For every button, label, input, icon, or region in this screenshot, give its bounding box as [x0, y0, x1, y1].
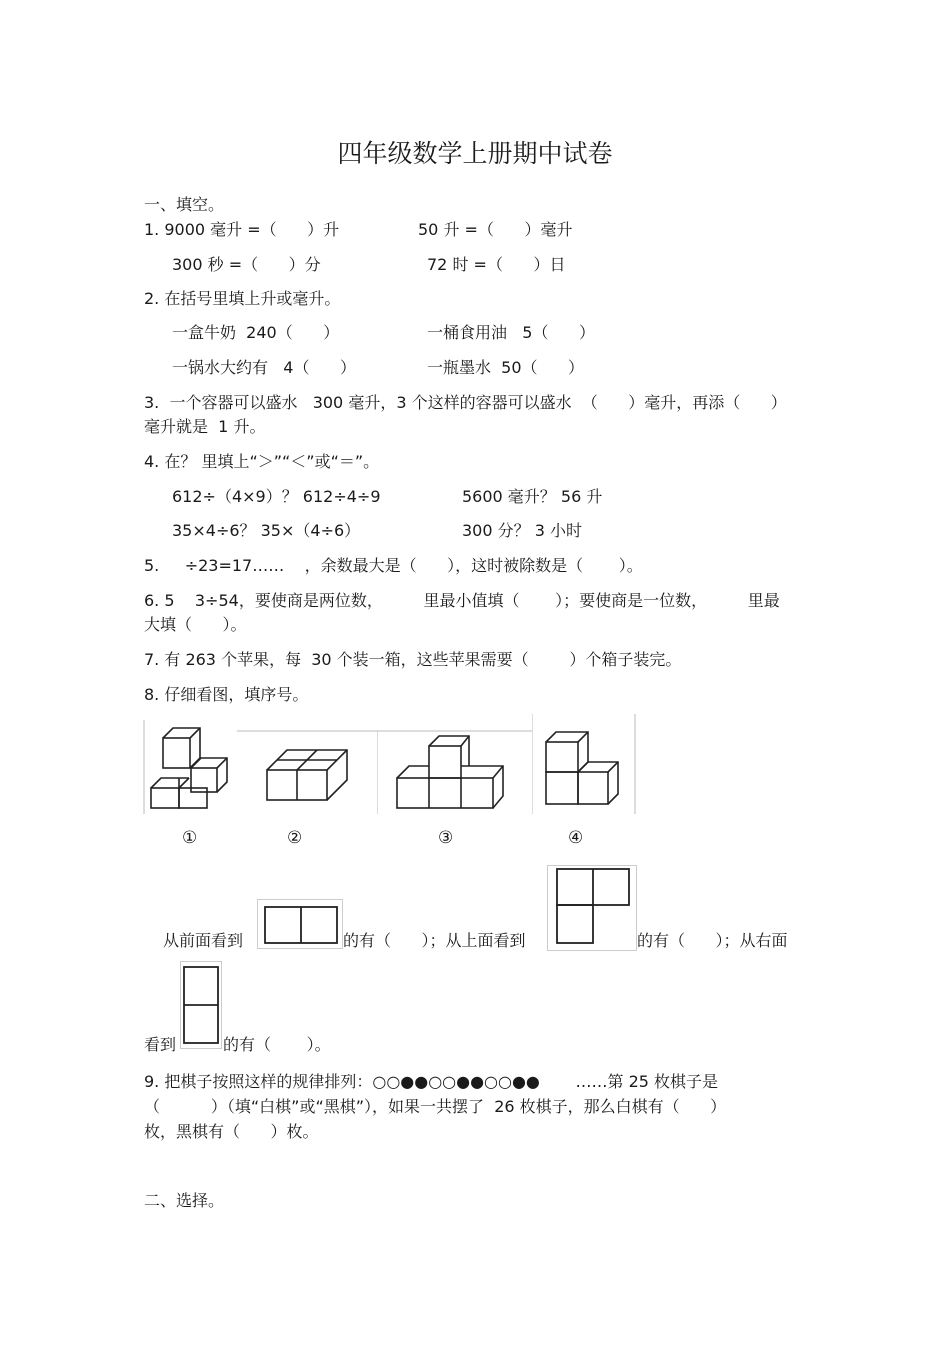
q2-part-a: 一盒牛奶 240（ ）: [172, 323, 340, 342]
front-view-prompt: 从前面看到: [163, 931, 244, 950]
q4-part-a: 612÷（4×9）？ 612÷4÷9: [172, 487, 381, 506]
figure-4-cubes: [532, 714, 636, 814]
q3-line-2: 毫升就是 1 升。: [144, 417, 266, 436]
front-view-answer: 的有（ ）；从上面看到: [343, 931, 526, 950]
q9-line-2: （ ）（填“白棋”或“黑棋”），如果一共摆了 26 枚棋子，那么白棋有（ ）: [144, 1097, 727, 1116]
q4-part-d: 300 分？ 3 小时: [462, 521, 582, 540]
figure-3-cubes: [377, 730, 532, 814]
q1-part-d: 72 时 =（ ）日: [427, 255, 566, 274]
q4-part-b: 5600 毫升？ 56 升: [462, 487, 603, 506]
q2-part-d: 一瓶墨水 50（ ）: [427, 358, 585, 377]
q1-part-c: 300 秒 =（ ）分: [172, 255, 321, 274]
page-title: 四年级数学上册期中试卷: [337, 139, 613, 168]
q4-part-c: 35×4÷6？ 35×（4÷6）: [172, 521, 361, 540]
q6-line-1: 6. 5 3÷54，要使商是两位数， 里最小值填（ ）；要使商是一位数， 里最: [144, 591, 780, 610]
figure-label-1: ①: [182, 828, 198, 848]
top-view-answer: 的有（ ）；从右面: [637, 931, 788, 950]
q2-part-b: 一桶食用油 5（ ）: [427, 323, 595, 342]
right-view-shape: [180, 961, 222, 1053]
right-view-answer: 的有（ ）。: [223, 1035, 331, 1054]
q9-line-1: 9. 把棋子按照这样的规律排列：○○●●○○●●○○●● ……第 25 枚棋子是: [144, 1072, 719, 1091]
q2-part-c: 一锅水大约有 4（ ）: [172, 358, 356, 377]
q8-stem: 8. 仔细看图，填序号。: [144, 685, 309, 704]
figure-1-cubes: [143, 720, 237, 814]
figure-label-3: ③: [438, 828, 454, 848]
right-view-prompt: 看到: [144, 1035, 177, 1054]
section-1-heading: 一、填空。: [144, 195, 225, 214]
q9-line-3: 枚，黑棋有（ ）枚。: [144, 1122, 319, 1141]
q1-part-b: 50 升 =（ ）毫升: [418, 220, 573, 239]
section-2-heading: 二、选择。: [144, 1191, 225, 1210]
top-view-shape: [547, 865, 637, 955]
q7-text: 7. 有 263 个苹果，每 30 个装一箱，这些苹果需要（ ）个箱子装完。: [144, 650, 682, 669]
figure-label-4: ④: [568, 828, 584, 848]
front-view-shape: [257, 899, 343, 953]
figure-2-cubes: [237, 730, 377, 814]
figure-label-2: ②: [287, 828, 303, 848]
q3-line-1: 3. 一个容器可以盛水 300 毫升，3 个这样的容器可以盛水 （ ）毫升，再添（ ）: [144, 393, 787, 412]
q1-part-a: 1. 9000 毫升 =（ ）升: [144, 220, 340, 239]
q4-stem: 4. 在？ 里填上“＞”“＜”或“＝”。: [144, 452, 380, 471]
q5-text: 5. ÷23=17…… ，余数最大是（ ），这时被除数是（ ）。: [144, 556, 643, 575]
q6-line-2: 大填（ ）。: [144, 615, 247, 634]
q2-stem: 2. 在括号里填上升或毫升。: [144, 289, 341, 308]
